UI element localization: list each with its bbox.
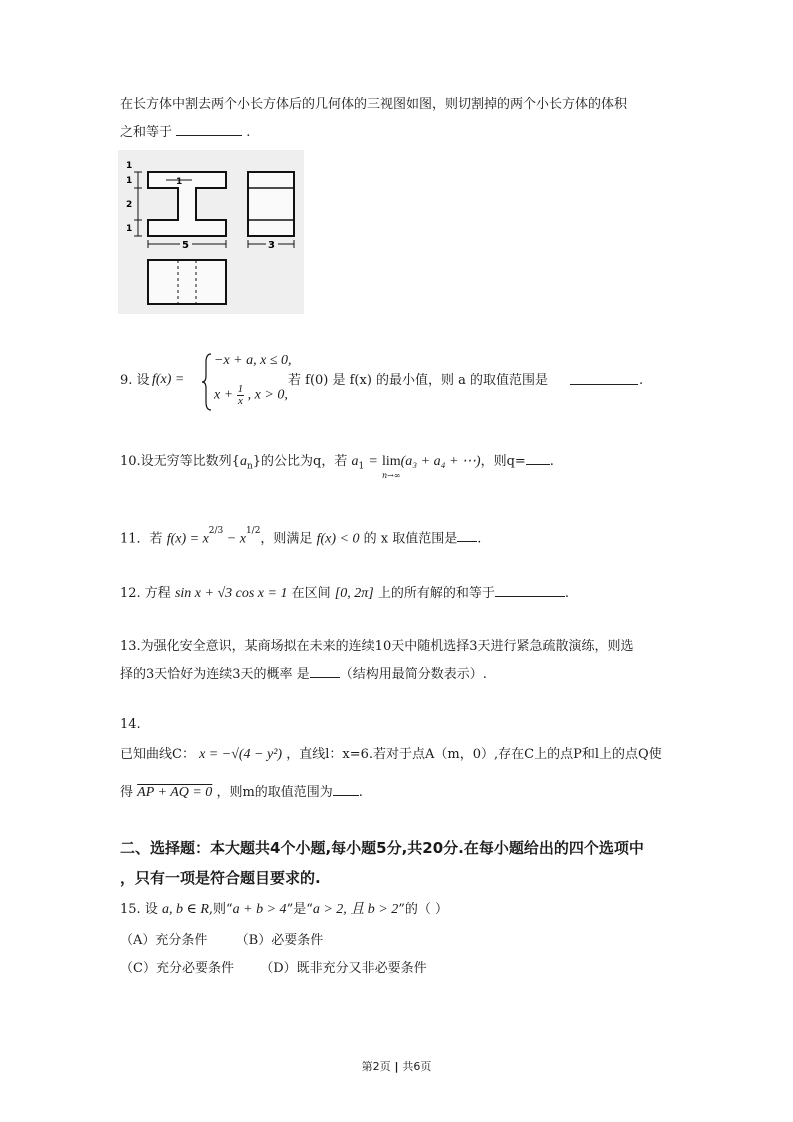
three-view-figure — [118, 150, 304, 314]
q15-stem-post: ”的（ ） — [398, 902, 449, 917]
fig-label-left-1b: 1 — [126, 176, 133, 186]
q10-a1: a — [351, 454, 359, 469]
q9-brace — [202, 352, 212, 412]
q10-post: ，则q= — [480, 454, 526, 469]
q11-sup1: 2/3 — [208, 526, 224, 536]
q15-option-c[interactable]: （C）充分必要条件 — [120, 961, 234, 976]
q15-option-b[interactable]: （B）必要条件 — [235, 933, 324, 948]
q9-frac-den: x — [237, 395, 243, 407]
q14-vector-eq: AP + AQ = 0 — [137, 785, 213, 800]
q8-line2 — [120, 123, 250, 142]
q11-mid: ，则满足 — [260, 531, 313, 547]
q13-line2 — [120, 665, 487, 684]
q12-interval: [0, 2π] — [334, 586, 374, 601]
q11-pre: 11．若 — [120, 531, 163, 547]
q13-line1: 13.为强化安全意识，某商场拟在未来的连续10天中随机选择3天进行紧急疏散演练，则选 — [120, 639, 634, 654]
fig-label-front-top: 1 — [176, 177, 183, 187]
q12 — [120, 584, 569, 603]
q9-frac-num: 1 — [237, 383, 244, 395]
q14-end: . — [358, 785, 363, 800]
footer-total: 共6页 — [402, 1060, 432, 1073]
side-view-shape — [248, 172, 294, 236]
q14-line1-pre: 已知曲线C： — [120, 747, 195, 762]
q10-pre: 10.设无穷等比数列{ — [120, 454, 240, 469]
q11-end: . — [477, 531, 482, 547]
q11-post: 的 x 取值范围是 — [363, 531, 458, 547]
q15-stem — [120, 901, 448, 919]
q15-stem-mid2: ”是“ — [286, 902, 313, 917]
q11-minus: − x — [223, 531, 246, 547]
fig-label-side-3: 3 — [268, 240, 275, 251]
q14-curve: x = −√(4 − y²) — [199, 747, 283, 762]
q10-lim-text: lim — [381, 454, 401, 469]
fig-label-left-1c: 1 — [126, 224, 133, 234]
q10-expr: (a₃ + a₄ + ⋯) — [400, 454, 481, 469]
q15-options-row2 — [120, 960, 427, 978]
q13-line2-post: （结构用最简分数表示）. — [339, 667, 487, 682]
q9-fx: f(x) = — [152, 372, 185, 387]
q14-line2-pre: 得 — [120, 785, 134, 800]
q8-end: . — [246, 125, 251, 140]
q15-cond1: a + b > 4 — [232, 902, 287, 917]
q13-answer-blank — [310, 665, 340, 678]
q11-sup2: 1/2 — [245, 526, 261, 536]
fig-label-bottom-5: 5 — [182, 240, 189, 251]
q11-answer-blank — [457, 529, 477, 542]
q9-case2 — [214, 384, 288, 407]
q14-line2 — [120, 783, 363, 802]
q15-vars: a, b ∈ R — [161, 902, 209, 917]
page-footer — [0, 1058, 793, 1074]
q15-option-d[interactable]: （D）既非充分又非必要条件 — [260, 961, 427, 976]
q9-frac — [237, 384, 245, 407]
q12-end: . — [564, 586, 569, 601]
q10-mid: }的公比为q，若 — [252, 454, 348, 469]
q14-line1-post: ，直线l：x=6.若对于点A（m，0）,存在C上的点P和l上的点Q使 — [286, 747, 662, 762]
q11-fx: f(x) = x — [166, 531, 209, 547]
fig-label-left-2: 2 — [126, 200, 133, 210]
q15-stem-pre: 15. 设 — [120, 902, 158, 917]
q15-cond2: a > 2, 且 b > 2 — [312, 902, 399, 917]
section2-heading-line1: 二、选择题：本大题共4个小题,每小题5分,共20分.在每小题给出的四个选项中 — [120, 839, 644, 857]
q10-lim — [381, 453, 401, 480]
q11 — [120, 526, 481, 548]
q8-line2-text: 之和等于 — [120, 125, 173, 140]
section2-heading-line2: ，只有一项是符合题目要求的. — [120, 869, 321, 887]
q11-cond: f(x) < 0 — [316, 531, 360, 547]
q9-end: . — [639, 373, 644, 388]
front-view-shape — [148, 172, 226, 236]
q10-a1-sub: 1 — [358, 461, 365, 472]
top-view-shape — [148, 260, 226, 304]
q10-lim-sub: n→∞ — [381, 471, 401, 480]
q15-options-row1 — [120, 932, 323, 950]
q12-pre: 12. 方程 — [120, 586, 171, 601]
q10-an-sub: n — [246, 461, 253, 472]
q10-end: . — [549, 454, 554, 469]
q10-eq: = — [368, 454, 378, 469]
q14-number: 14. — [120, 717, 141, 732]
footer-page: 第2页 — [361, 1060, 391, 1073]
q14-line2-post: ，则m的取值范围为 — [216, 785, 333, 800]
q8-line1: 在长方体中割去两个小长方体后的几何体的三视图如图，则切割掉的两个小长方体的体积 — [120, 97, 628, 112]
q15-stem-mid: ,则“ — [208, 902, 233, 917]
q10-answer-blank — [526, 452, 550, 465]
q9-case2-post: , x > 0, — [247, 387, 288, 403]
q12-mid: 在区间 — [291, 586, 331, 601]
q12-answer-blank — [495, 584, 565, 597]
three-view-drawing — [118, 150, 304, 314]
q14-answer-blank — [333, 783, 359, 796]
q12-eq: sin x + √3 cos x = 1 — [174, 586, 288, 601]
q15-option-a[interactable]: （A）充分条件 — [120, 933, 208, 948]
q12-post: 上的所有解的和等于 — [377, 586, 495, 601]
q8-answer-blank — [176, 123, 242, 136]
footer-sep: | — [390, 1060, 403, 1073]
fig-label-left-1a: 1 — [126, 161, 133, 171]
q9-case2-pre: x + — [214, 387, 234, 403]
q10 — [120, 452, 554, 480]
q10-an: a — [239, 454, 247, 469]
q9-number: 9. 设 — [120, 373, 150, 388]
q13-line2-pre: 择的3天恰好为连续3天的概率 是 — [120, 667, 310, 682]
q9-answer-blank — [570, 372, 638, 385]
q9-tail: 若 f(0) 是 f(x) 的最小值，则 a 的取值范围是 — [288, 373, 549, 388]
q14-line1 — [120, 746, 662, 764]
q9-case1: −x + a, x ≤ 0, — [214, 353, 292, 368]
